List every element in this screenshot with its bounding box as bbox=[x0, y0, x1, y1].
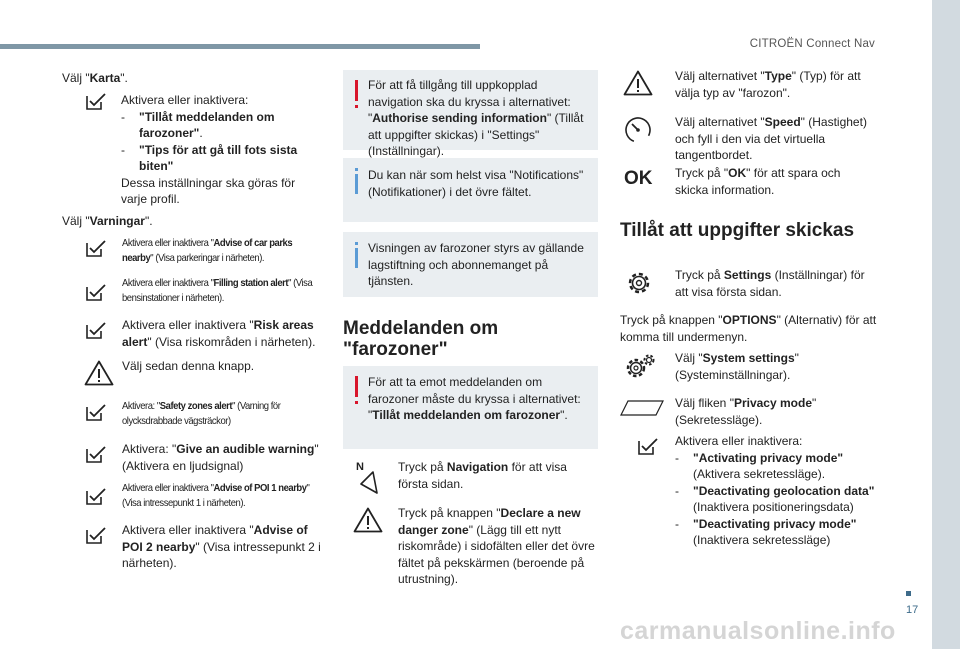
warning-triangle-icon bbox=[353, 507, 383, 533]
list-item: - "Deactivating privacy mode" (Inaktivera sekretessläge) bbox=[675, 516, 857, 547]
filling-station-alert: Aktivera eller inaktivera "Filling station alert" (Visa bensinstationer i närheten). bbox=[122, 277, 313, 304]
info-dot bbox=[355, 242, 358, 245]
step-declare-danger-zone: Tryck på knappen "Declare a new danger zone" (Lägg till ett nytt riskområde) i sidofälten eller det övre fältet på pekskärmen (beroende på utrustning). bbox=[398, 506, 595, 586]
press-settings: Tryck på Settings (Inställningar) för att visa första sidan. bbox=[675, 268, 865, 299]
top-rule bbox=[0, 44, 480, 49]
warning-triangle-icon bbox=[84, 360, 114, 386]
info-bar bbox=[355, 248, 358, 268]
advise-poi-2: Aktivera eller inaktivera "Advise of POI 2 nearby" (Visa intressepunkt 2 i närheten). bbox=[122, 523, 321, 570]
note-notifications-box bbox=[343, 158, 598, 222]
alert-bar bbox=[355, 80, 358, 101]
checkbox-icon bbox=[86, 284, 106, 301]
warning-triangle-icon bbox=[623, 70, 653, 96]
page-number: 17 bbox=[906, 604, 919, 616]
checkbox-icon bbox=[86, 404, 106, 421]
tab-icon bbox=[620, 400, 664, 416]
note-notifications: Du kan när som helst visa "Notifications" (Notifikationer) i det övre fältet. bbox=[368, 168, 584, 199]
list-item: - "Deactivating geolocation data" (Inaktivera positioneringsdata) bbox=[675, 483, 875, 514]
page-sidebar bbox=[932, 0, 960, 649]
select-speed: Välj alternativet "Speed" (Hastighet) och fyll i den via det virtuella tangentbordet. bbox=[675, 115, 867, 162]
advise-poi-1: Aktivera eller inaktivera "Advise of POI 1 nearby" (Visa intressepunkt 1 i närheten). bbox=[122, 482, 310, 509]
info-bar bbox=[355, 174, 358, 194]
select-system-settings: Välj "System settings" (Systeminställningar). bbox=[675, 351, 799, 382]
note-receive: För att ta emot meddelanden om farozoner måste du kryssa i alternativet: "Tillåt meddelanden om farozoner". bbox=[368, 375, 581, 422]
ok-icon: OK bbox=[624, 168, 653, 189]
checkbox-icon bbox=[86, 446, 106, 463]
note-legislation-box bbox=[343, 232, 598, 297]
checkbox-icon bbox=[86, 488, 106, 505]
select-varningar: Välj "Varningar". bbox=[62, 214, 153, 228]
select-privacy-tab: Välj fliken "Privacy mode" (Sekretessläge). bbox=[675, 396, 817, 427]
checkbox-icon bbox=[86, 93, 106, 110]
select-type: Välj alternativet "Type" (Typ) för att välja typ av "farozon". bbox=[675, 69, 861, 100]
system-settings-gears-icon bbox=[623, 352, 657, 382]
privacy-options-block: Aktivera eller inaktivera: - "Activating privacy mode" (Aktivera sekretessläge). - "Deactivating geolocation data" (Inaktivera positioneringsdata) - "Deactivating privacy mode" (Inaktivera sekretessläge) bbox=[675, 433, 880, 549]
advise-car-parks: Aktivera eller inaktivera "Advise of car parks nearby" (Visa parkeringar i närheten). bbox=[122, 237, 293, 264]
press-ok: Tryck på "OK" för att spara och skicka information. bbox=[675, 166, 841, 197]
checkbox-icon bbox=[86, 322, 106, 339]
speedometer-icon bbox=[623, 115, 653, 145]
settings-gear-icon bbox=[624, 268, 654, 298]
checkbox-icon bbox=[86, 240, 106, 257]
safety-zones-alert: Aktivera: "Safety zones alert" (Varning för olycksdrabbade vägsträckor) bbox=[122, 400, 281, 427]
checkbox-icon bbox=[638, 438, 658, 455]
alert-bar bbox=[355, 376, 358, 397]
end-marker bbox=[906, 591, 911, 596]
activate-block: Aktivera eller inaktivera: - "Tillåt meddelanden om farozoner". - "Tips för att gå till fots sista biten" Dessa inställningar ska göras för varje profil. bbox=[121, 93, 298, 206]
note-authorise-box bbox=[343, 70, 598, 158]
svg-text:N: N bbox=[356, 461, 364, 473]
running-header: CITROËN Connect Nav bbox=[749, 38, 875, 50]
give-audible-warning: Aktivera: "Give an audible warning" (Aktivera en ljudsignal) bbox=[122, 442, 319, 473]
note-legislation: Visningen av farozoner styrs av gällande lagstiftning och abonnemanget på tjänsten. bbox=[368, 241, 584, 288]
info-dot bbox=[355, 168, 358, 171]
navigation-arrow-icon bbox=[356, 460, 378, 494]
watermark: carmanualsonline.info bbox=[620, 617, 896, 645]
list-item: - "Activating privacy mode" (Aktivera sekretessläge). bbox=[675, 450, 844, 481]
heading-send-data: Tillåt att uppgifter skickas bbox=[620, 220, 855, 241]
press-options: Tryck på knappen "OPTIONS" (Alternativ) för att komma till undermenyn. bbox=[620, 313, 877, 344]
risk-areas-alert: Aktivera eller inaktivera "Risk areas alert" (Visa riskområden i närheten). bbox=[122, 318, 316, 349]
step-navigation: Tryck på Navigation för att visa första sidan. bbox=[398, 460, 567, 491]
select-button-note: Välj sedan denna knapp. bbox=[122, 359, 255, 373]
alert-dot bbox=[355, 105, 358, 108]
note-authorise: För att få tillgång till uppkopplad navigation ska du kryssa i alternativet: "Authorise sending information" (Tillåt att uppgifter skickas) i "Settings" (Inställningar). bbox=[368, 78, 584, 158]
select-karta: Välj "Karta". bbox=[62, 71, 128, 85]
note-receive-box bbox=[343, 366, 598, 449]
alert-dot bbox=[355, 401, 358, 404]
heading-farozoner: Meddelanden om "farozoner" bbox=[343, 318, 499, 360]
checkbox-icon bbox=[86, 527, 106, 544]
